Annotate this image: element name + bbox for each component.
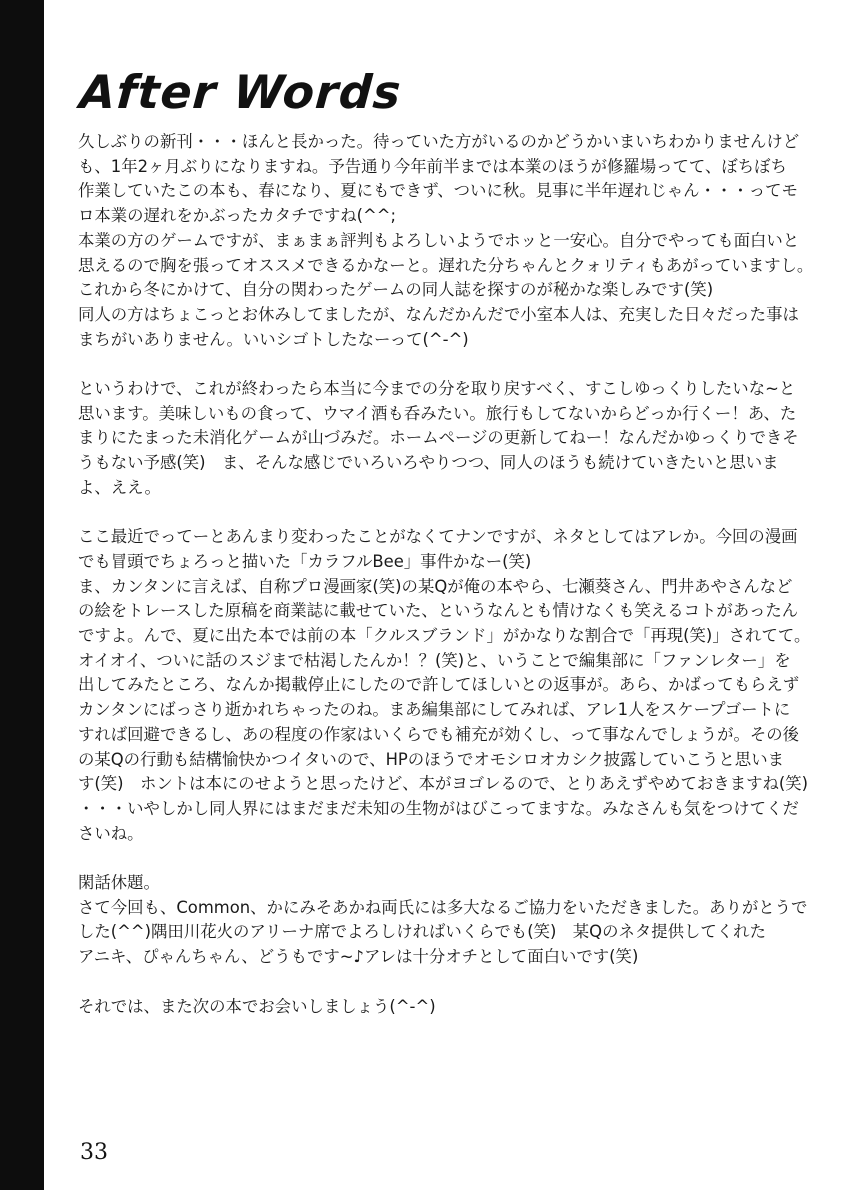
text-line: ロ本業の遅れをかぶったカタチですね(^^; [78, 206, 397, 226]
text-line: ・・・いやしかし同人界にはまだまだ未知の生物がはびこってますな。みなさんも気をつけてくだ [78, 798, 799, 818]
text-line: よ、ええ。 [78, 477, 161, 497]
text-line: 思います。美味しいもの食って、ウマイ酒も呑みたい。旅行もしてないからどっか行くー！あ、た [78, 403, 797, 423]
text-line: それでは、また次の本でお会いしましょう(^-^) [78, 996, 436, 1016]
text-line: ですよ。んで、夏に出た本では前の本「クルスブランド」がかなりな割合で「再現(笑)」されてて。 [78, 626, 811, 646]
text-line: オイオイ、ついに話のスジまで枯渇したんか！？(笑)と、いうことで編集部に「ファンレター」を [78, 650, 791, 670]
text-line: の絵をトレースした原稿を商業誌に載せていた、というなんとも情けなくも笑えるコトがあったん [78, 601, 799, 621]
paragraph-gap [78, 352, 798, 377]
text-line: す(笑) ホントは本にのせようと思ったけど、本がヨゴレるので、とりあえずやめておきますね(笑) [78, 774, 809, 794]
text-line: まりにたまった未消化ゲームが山づみだ。ホームページの更新してねー！なんだかゆっくりできそ [78, 428, 799, 448]
text-line: うもない予感(笑) ま、そんな感じでいろいろやりつつ、同人のほうも続けていきたいと思いま [78, 453, 779, 473]
paragraph-4 [78, 871, 808, 970]
text-line: 久しぶりの新刊・・・ほんと長かった。待っていた方がいるのかどうかいまいちわかりませんけど [78, 132, 800, 151]
text-line: 思えるので胸を張ってオススメできるかなーと。遅れた分ちゃんとクォリティもあがっていますし。 [78, 255, 814, 275]
text-line: した(^^)隅田川花火のアリーナ席でよろしければいくらでも(笑) 某Qのネタ提供してくれた [78, 922, 766, 942]
page-body [78, 65, 814, 1019]
text-line: というわけで、これが終わったら本当に今までの分を取り戻すべく、すこしゆっくりしたいな~と [78, 379, 796, 399]
text-line: さいね。 [78, 823, 144, 843]
paragraph-3 [78, 525, 811, 846]
paragraph-1 [78, 130, 814, 352]
text-line: 閑話休題。 [78, 873, 160, 893]
paragraph-gap [78, 501, 798, 526]
text-line: の某Qの行動も結構愉快かつイタいので、HPのほうでオモシロオカシク披露していこうと思いま [78, 749, 784, 769]
text-line: 出してみたところ、なんか掲載停止にしたので許してほしいとの返事が。あら、かばってもらえず [78, 675, 800, 695]
text-line: 作業していたこの本も、春になり、夏にもできず、ついに秋。見事に半年遅れじゃん・・・ってモ [78, 181, 798, 201]
paragraph-5 [78, 995, 798, 1020]
page-number: 33 [80, 1140, 108, 1165]
page-title: After Words [78, 65, 404, 119]
paragraph-gap [78, 846, 798, 871]
text-line: すれば回避できるし、あの程度の作家はいくらでも補充が効くし、って事なんでしょうが。その後 [78, 724, 800, 744]
paragraph-2 [78, 377, 798, 501]
text-line: も、1年2ヶ月ぶりになりますね。予告通り今年前半までは本業のほうが修羅場ってて、ぼちぼち [78, 156, 787, 176]
text-line: まちがいありません。いいシゴトしたなーって(^-^) [78, 329, 469, 349]
text-line: ま、カンタンに言えば、自称プロ漫画家(笑)の某Qが俺の本やら、七瀬葵さん、門井あやさんなど [78, 576, 793, 596]
text-line: でも冒頭でちょろっと描いた「カラフルBee」事件かなー(笑) [78, 551, 532, 571]
text-line: ここ最近でってーとあんまり変わったことがなくてナンですが、ネタとしてはアレか。今回の漫画 [78, 527, 798, 547]
text-line: さて今回も、Common、かにみそあかね両氏には多大なるご協力をいただきました。ありがとうで [78, 897, 808, 917]
text-line: カンタンにばっさり逝かれちゃったのね。まあ編集部にしてみれば、アレ1人をスケープゴートに [78, 700, 791, 720]
paragraph-gap [78, 970, 798, 995]
text-line: 同人の方はちょこっとお休みしてましたが、なんだかんだで小室本人は、充実した日々だった事は [78, 304, 799, 324]
text-line: これから冬にかけて、自分の関わったゲームの同人誌を探すのが秘かな楽しみです(笑) [78, 280, 714, 300]
page-edge-bar [0, 0, 44, 1190]
text-line: アニキ、ぴゃんちゃん、どうもです~♪アレは十分オチとして面白いです(笑) [78, 947, 639, 967]
text-line: 本業の方のゲームですが、まぁまぁ評判もよろしいようでホッと一安心。自分でやっても面白いと [78, 230, 800, 250]
